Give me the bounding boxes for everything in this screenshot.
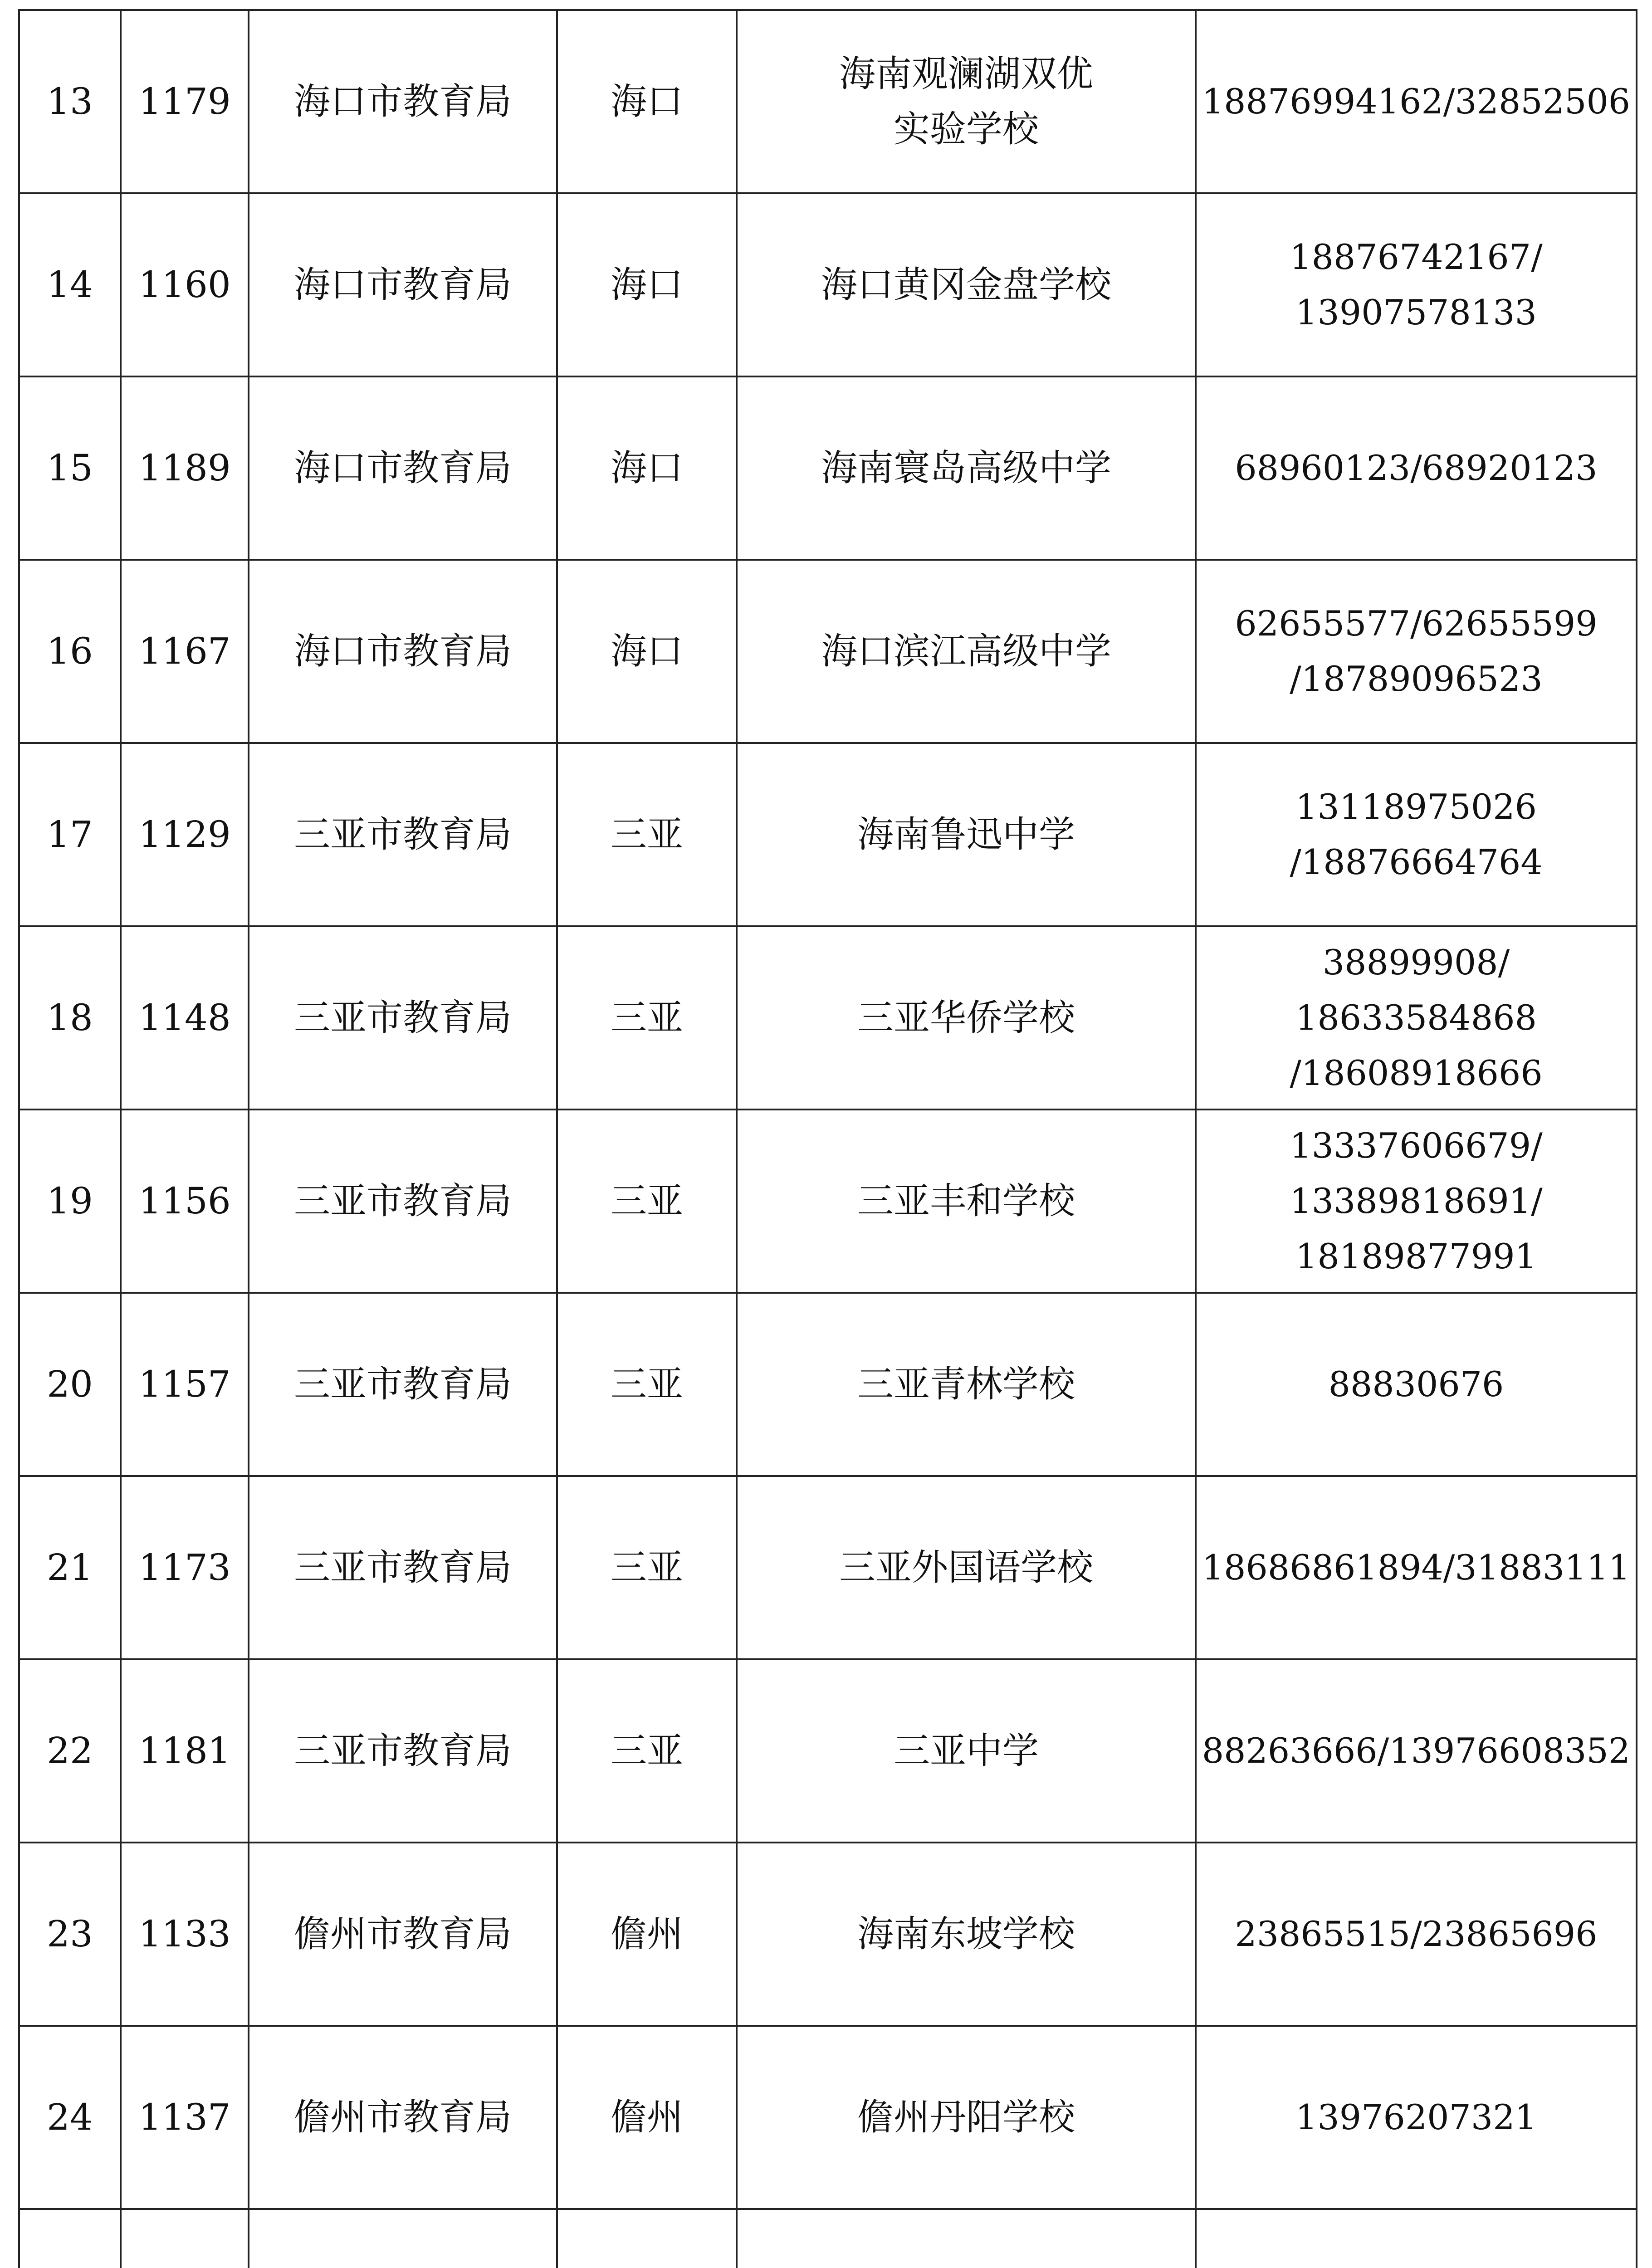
cell-school: 海南观澜湖双优 实验学校 — [737, 10, 1196, 193]
cell-school: 海南鲁迅中学 — [737, 743, 1196, 926]
table-row — [19, 2209, 1637, 2268]
cell-school: 儋州丹阳学校 — [737, 2026, 1196, 2209]
cell-code: 1167 — [121, 560, 249, 743]
cell-authority: 海口市教育局 — [249, 193, 557, 376]
cell-code — [121, 2209, 249, 2268]
cell-city: 儋州 — [557, 1843, 737, 2026]
cell-city: 三亚 — [557, 1293, 737, 1476]
table-row — [19, 10, 1637, 193]
cell-code: 1160 — [121, 193, 249, 376]
cell-school: 海口黄冈金盘学校 — [737, 193, 1196, 376]
table-body — [19, 10, 1637, 2268]
table-row — [19, 1659, 1637, 1843]
table-row — [19, 560, 1637, 743]
cell-seq — [19, 2209, 121, 2268]
cell-school: 海南寰岛高级中学 — [737, 376, 1196, 560]
cell-city: 三亚 — [557, 743, 737, 926]
cell-school: 三亚中学 — [737, 1659, 1196, 1843]
cell-school: 海口滨江高级中学 — [737, 560, 1196, 743]
table-row — [19, 1476, 1637, 1659]
cell-city: 儋州 — [557, 2026, 737, 2209]
cell-phone: 13976207321 — [1196, 2026, 1637, 2209]
cell-code: 1181 — [121, 1659, 249, 1843]
cell-school: 三亚外国语学校 — [737, 1476, 1196, 1659]
cell-seq: 24 — [19, 2026, 121, 2209]
cell-phone: 18686861894/31883111 — [1196, 1476, 1637, 1659]
cell-code: 1129 — [121, 743, 249, 926]
cell-authority: 三亚市教育局 — [249, 1110, 557, 1293]
cell-code: 1179 — [121, 10, 249, 193]
cell-phone: 18876742167/ 13907578133 — [1196, 193, 1637, 376]
cell-code: 1148 — [121, 926, 249, 1110]
cell-authority: 海口市教育局 — [249, 560, 557, 743]
cell-phone: 62655577/62655599 /18789096523 — [1196, 560, 1637, 743]
cell-seq: 18 — [19, 926, 121, 1110]
cell-school: 三亚青林学校 — [737, 1293, 1196, 1476]
cell-phone: 38899908/ 18633584868 /18608918666 — [1196, 926, 1637, 1110]
cell-authority: 儋州市教育局 — [249, 2026, 557, 2209]
cell-phone: 88263666/13976608352 — [1196, 1659, 1637, 1843]
cell-seq: 21 — [19, 1476, 121, 1659]
cell-code: 1189 — [121, 376, 249, 560]
cell-code: 1156 — [121, 1110, 249, 1293]
cell-authority: 三亚市教育局 — [249, 1476, 557, 1659]
cell-authority: 三亚市教育局 — [249, 1293, 557, 1476]
cell-school — [737, 2209, 1196, 2268]
cell-phone: 18876994162/32852506 — [1196, 10, 1637, 193]
cell-phone: 13337606679/ 13389818691/ 18189877991 — [1196, 1110, 1637, 1293]
cell-seq: 23 — [19, 1843, 121, 2026]
table-row — [19, 743, 1637, 926]
table-row — [19, 1843, 1637, 2026]
cell-code: 1133 — [121, 1843, 249, 2026]
table-row — [19, 1110, 1637, 1293]
cell-city: 海口 — [557, 10, 737, 193]
cell-city: 海口 — [557, 376, 737, 560]
table-row — [19, 376, 1637, 560]
cell-city: 三亚 — [557, 1110, 737, 1293]
table-row — [19, 926, 1637, 1110]
cell-phone: 13118975026 /18876664764 — [1196, 743, 1637, 926]
cell-city: 三亚 — [557, 1659, 737, 1843]
cell-city: 海口 — [557, 193, 737, 376]
cell-seq: 22 — [19, 1659, 121, 1843]
cell-phone — [1196, 2209, 1637, 2268]
cell-city: 海口 — [557, 560, 737, 743]
cell-code: 1157 — [121, 1293, 249, 1476]
cell-seq: 16 — [19, 560, 121, 743]
cell-seq: 19 — [19, 1110, 121, 1293]
cell-authority: 海口市教育局 — [249, 376, 557, 560]
cell-authority: 海口市教育局 — [249, 10, 557, 193]
cell-authority: 儋州市教育局 — [249, 1843, 557, 2026]
cell-phone: 23865515/23865696 — [1196, 1843, 1637, 2026]
cell-seq: 20 — [19, 1293, 121, 1476]
cell-phone: 88830676 — [1196, 1293, 1637, 1476]
table-row — [19, 2026, 1637, 2209]
cell-seq: 14 — [19, 193, 121, 376]
cell-authority: 三亚市教育局 — [249, 926, 557, 1110]
cell-city: 三亚 — [557, 926, 737, 1110]
cell-seq: 13 — [19, 10, 121, 193]
cell-authority: 三亚市教育局 — [249, 1659, 557, 1843]
cell-city — [557, 2209, 737, 2268]
cell-code: 1173 — [121, 1476, 249, 1659]
cell-code: 1137 — [121, 2026, 249, 2209]
cell-school: 三亚华侨学校 — [737, 926, 1196, 1110]
cell-school: 海南东坡学校 — [737, 1843, 1196, 2026]
cell-seq: 17 — [19, 743, 121, 926]
cell-school: 三亚丰和学校 — [737, 1110, 1196, 1293]
cell-authority — [249, 2209, 557, 2268]
table-row — [19, 1293, 1637, 1476]
table-row — [19, 193, 1637, 376]
cell-seq: 15 — [19, 376, 121, 560]
cell-city: 三亚 — [557, 1476, 737, 1659]
school-contact-table — [18, 9, 1637, 2268]
cell-phone: 68960123/68920123 — [1196, 376, 1637, 560]
cell-authority: 三亚市教育局 — [249, 743, 557, 926]
